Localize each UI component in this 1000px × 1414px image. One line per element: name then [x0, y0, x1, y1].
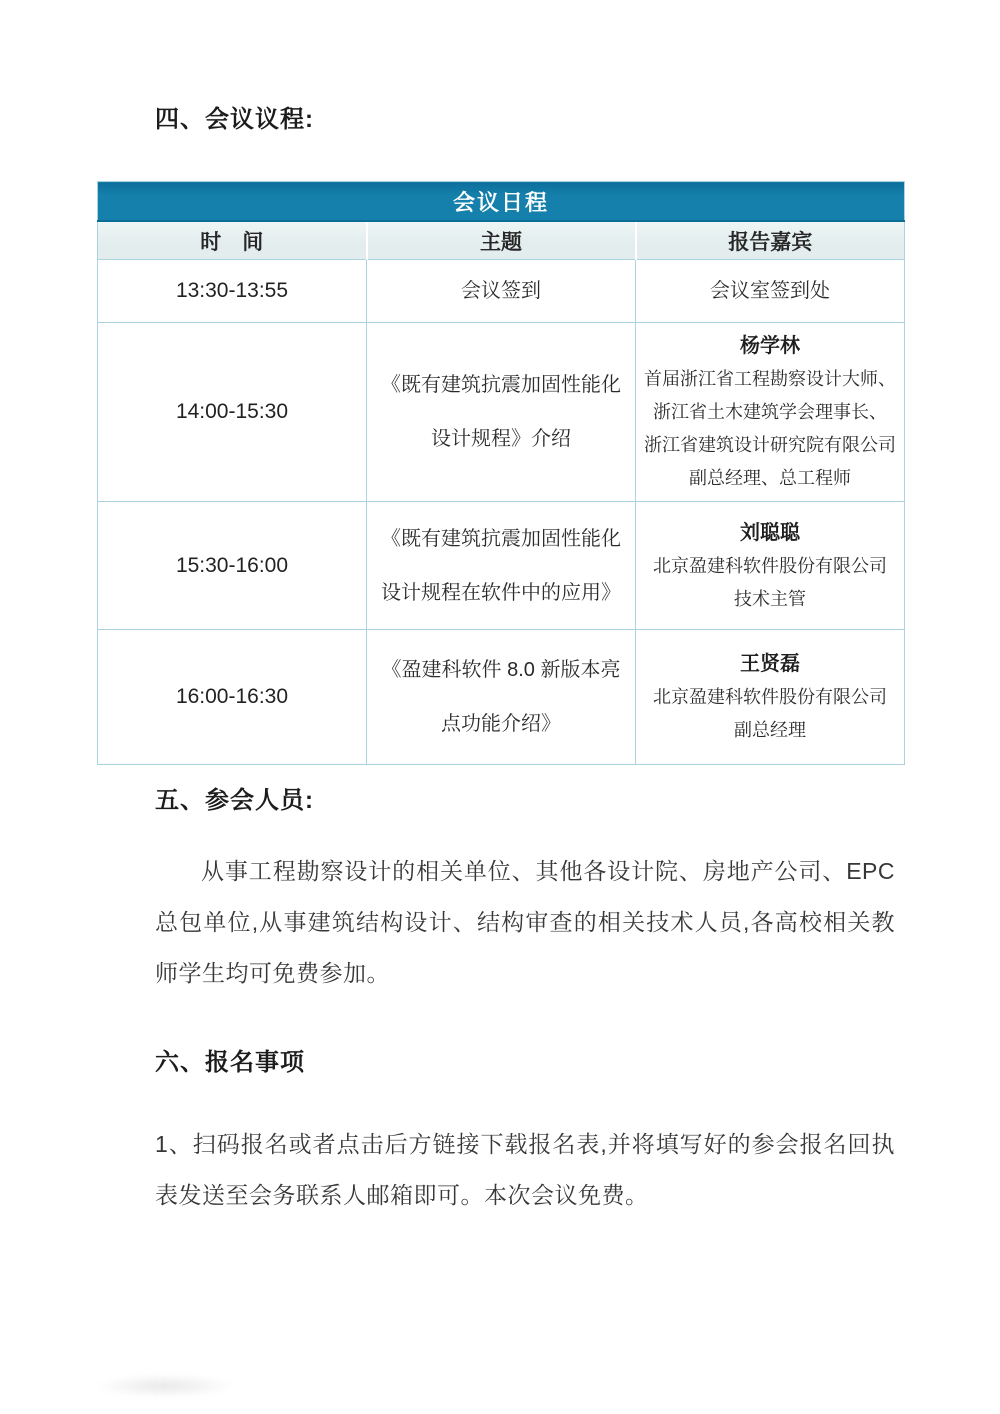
- section6-title: 六、报名事项: [155, 1049, 305, 1076]
- section5-paragraph: 从事工程勘察设计的相关单位、其他各设计院、房地产公司、EPC总包单位,从事建筑结构设计、结构审查的相关技术人员,各高校相关教师学生均可免费参加。: [155, 858, 895, 986]
- guest-cell: [636, 502, 905, 630]
- table-row: [98, 260, 905, 323]
- guest-detail-line: 浙江省建筑设计研究院有限公司: [644, 435, 896, 455]
- table-title-row: [98, 182, 905, 222]
- table-row: [98, 502, 905, 630]
- guest-name: 杨学林: [740, 335, 800, 357]
- time-cell: 13:30-13:55: [98, 260, 367, 323]
- topic-cell: 《既有建筑抗震加固性能化设计规程》介绍: [367, 323, 636, 502]
- guest-detail-line: 技术主管: [734, 588, 806, 609]
- guest-cell: [636, 323, 905, 502]
- guest-name: 王贤磊: [740, 653, 800, 675]
- column-header-guest: 报告嘉宾: [636, 221, 905, 260]
- table-row: [98, 323, 905, 502]
- topic-cell: 《既有建筑抗震加固性能化设计规程在软件中的应用》: [367, 502, 636, 630]
- guest-name: 刘聪聪: [740, 521, 800, 544]
- guest-detail-line: 副总经理、总工程师: [689, 468, 851, 488]
- guest-detail-line: 北京盈建科软件股份有限公司: [653, 555, 887, 576]
- guest-detail-line: 会议室签到处: [710, 280, 830, 302]
- time-cell: 15:30-16:00: [98, 502, 367, 630]
- section4-title: 四、会议议程:: [155, 106, 314, 133]
- topic-cell: 《盈建科软件 8.0 新版本亮点功能介绍》: [367, 630, 636, 765]
- section6-paragraph: 1、扫码报名或者点击后方链接下载报名表,并将填写好的参会报名回执表发送至会务联系人邮箱即可。本次会议免费。: [155, 1131, 895, 1208]
- scan-smudge-artifact: [95, 1374, 235, 1398]
- topic-cell: 会议签到: [367, 260, 636, 323]
- guest-detail-line: 副总经理: [734, 720, 806, 740]
- agenda-table-head: [98, 182, 905, 260]
- guest-cell: [636, 260, 905, 323]
- column-header-topic: 主题: [367, 221, 636, 260]
- guest-detail-line: 北京盈建科软件股份有限公司: [653, 687, 887, 707]
- guest-cell: [636, 630, 905, 765]
- column-header-time: 时 间: [98, 221, 367, 260]
- guest-detail-line: 浙江省土木建筑学会理事长、: [653, 402, 887, 422]
- agenda-table: [97, 181, 905, 765]
- agenda-table-body: [98, 260, 905, 765]
- time-cell: 14:00-15:30: [98, 323, 367, 502]
- table-title: 会议日程: [98, 182, 905, 222]
- table-header-row: [98, 221, 905, 260]
- guest-detail-line: 首届浙江省工程勘察设计大师、: [644, 369, 896, 389]
- time-cell: 16:00-16:30: [98, 630, 367, 765]
- section5-title: 五、参会人员:: [155, 787, 314, 814]
- table-row: [98, 630, 905, 765]
